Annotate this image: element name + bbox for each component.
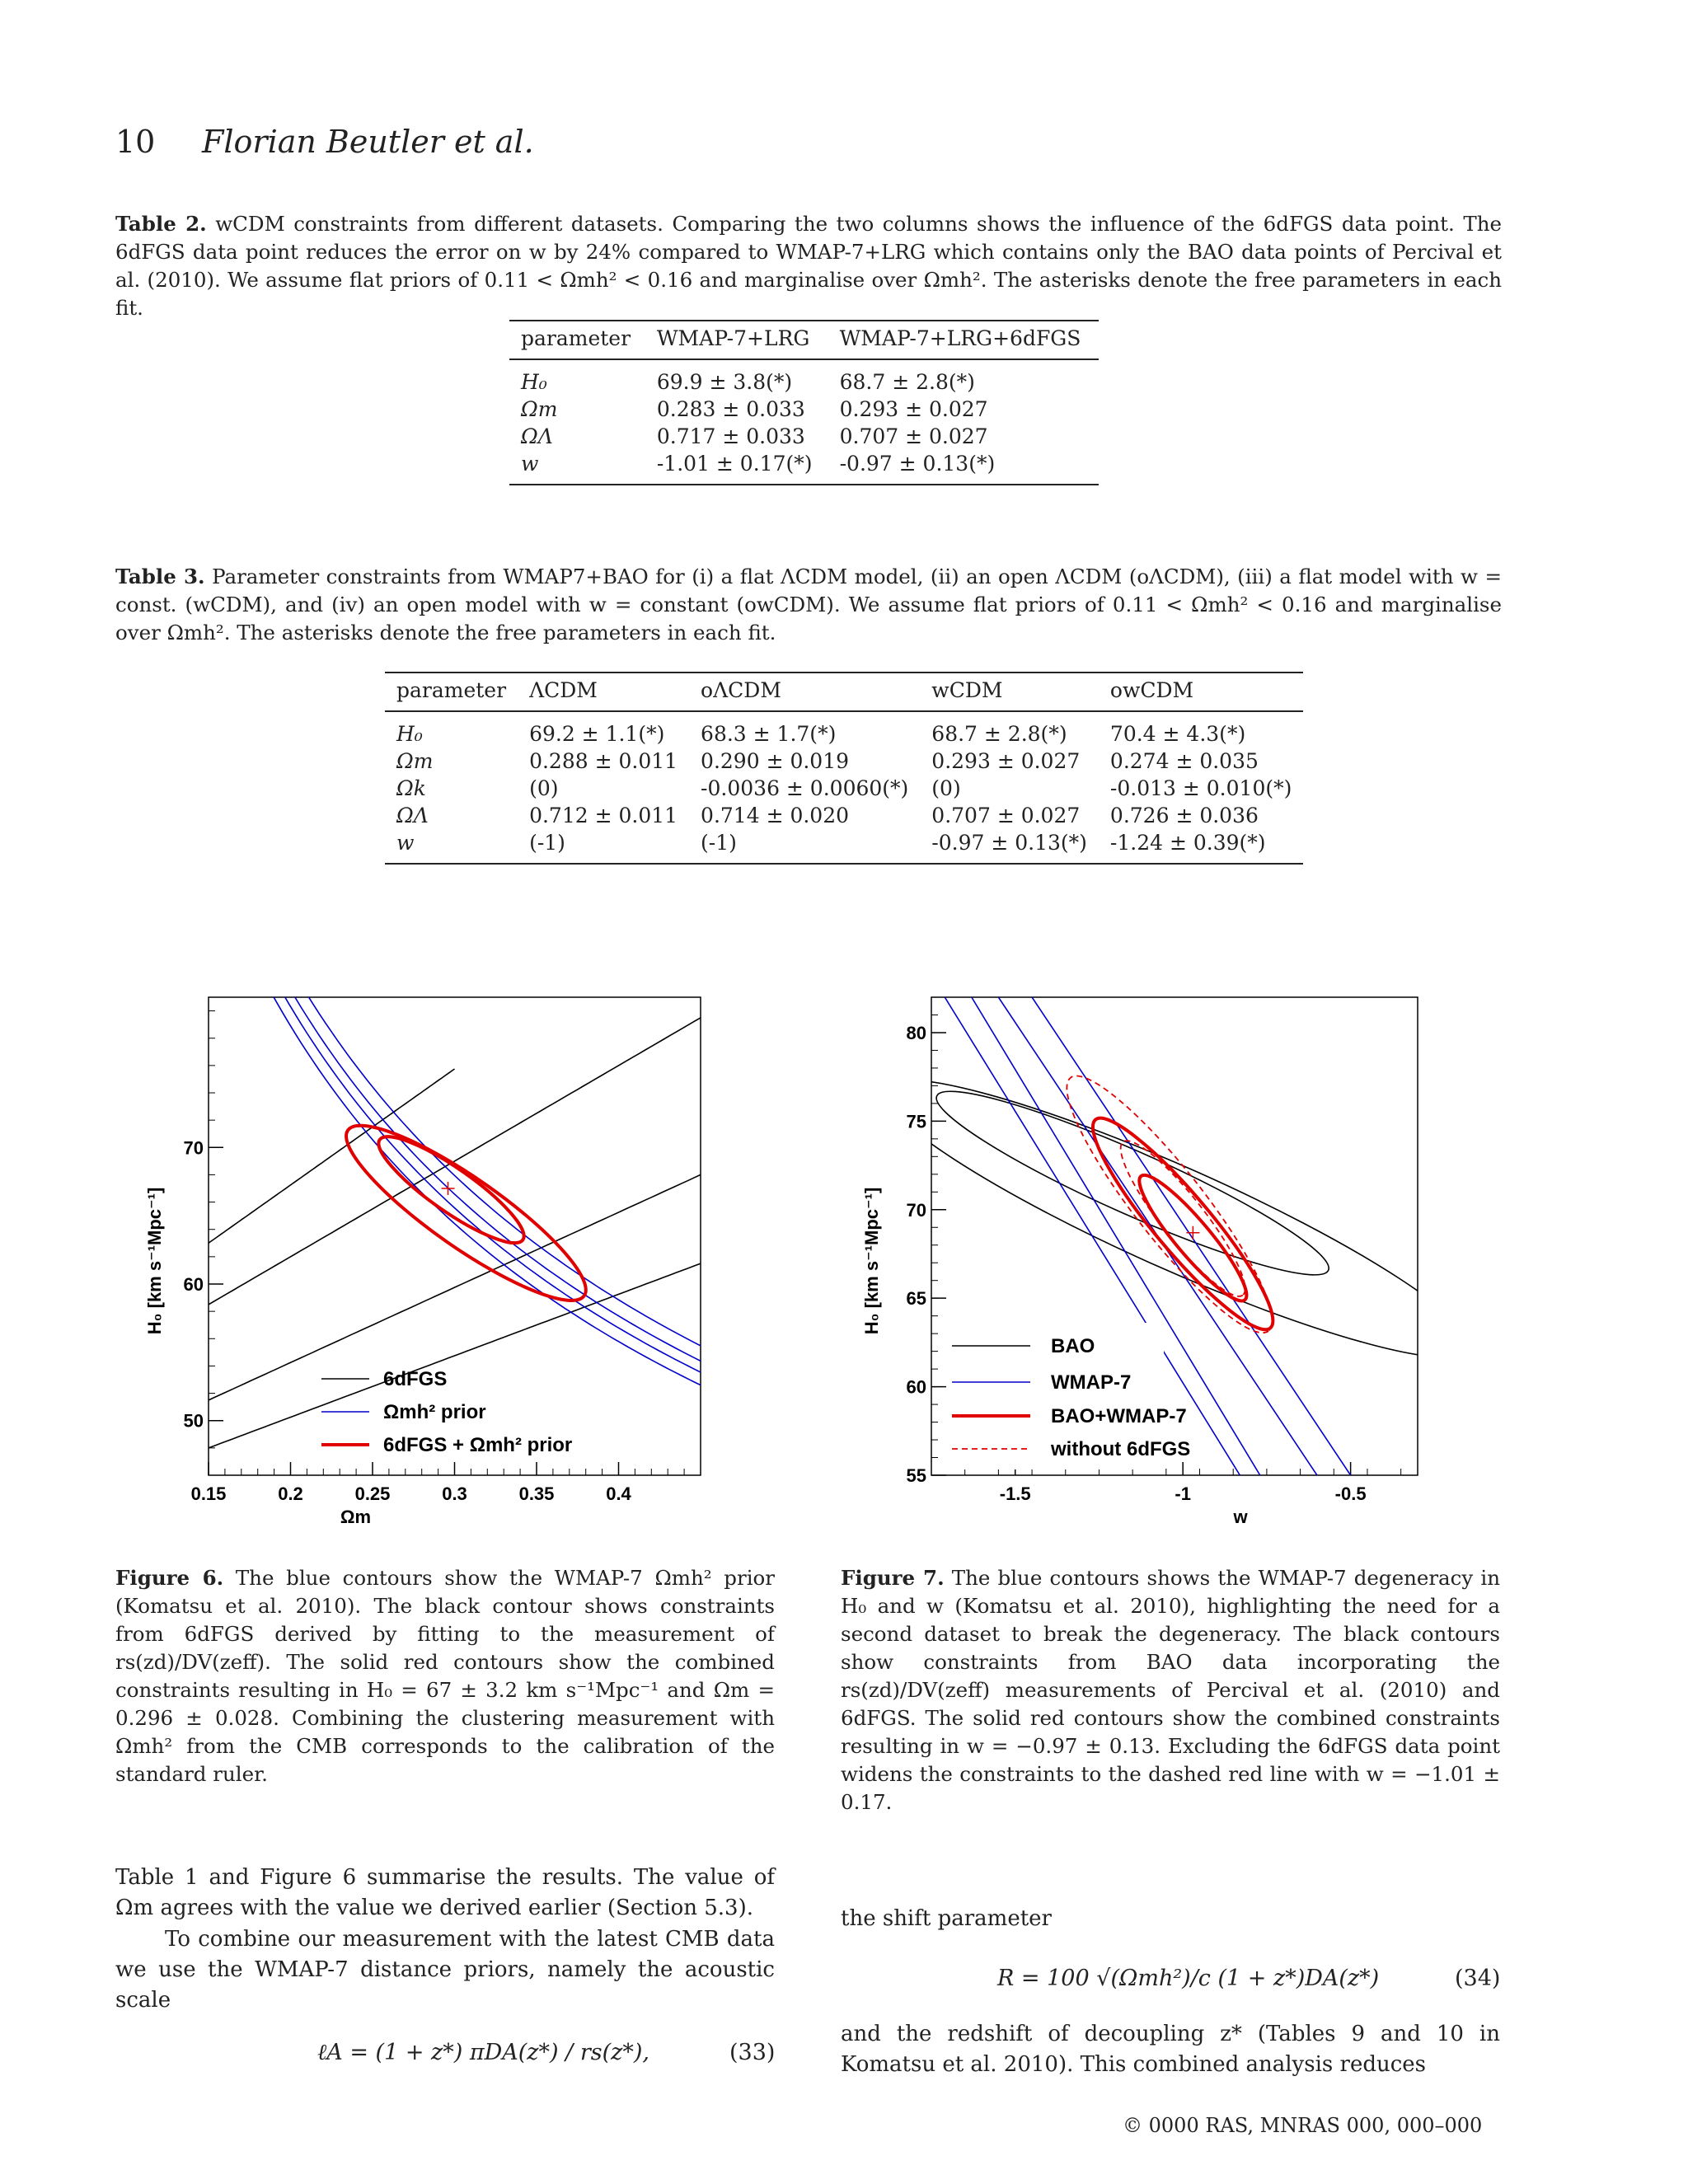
without-6dfgs-contour-1sigma <box>1106 1129 1259 1309</box>
table2-caption <box>115 210 1502 322</box>
table-cell: w <box>521 452 539 476</box>
table-row <box>385 802 1303 829</box>
table-cell: (0) <box>931 776 961 800</box>
table-cell: (-1) <box>701 831 737 855</box>
omh2-prior-contour <box>209 985 701 1385</box>
table-cell: 69.9 ± 3.8(*) <box>656 370 793 394</box>
figure7-chart <box>857 985 1434 1537</box>
table-row <box>509 359 1099 396</box>
column-header: ΛCDM <box>529 678 598 702</box>
equation-33-number: (33) <box>729 2040 776 2065</box>
y-axis-label: H₀ [km s⁻¹Mpc⁻¹] <box>144 1187 165 1335</box>
table-cell: 0.712 ± 0.011 <box>529 804 678 827</box>
table-cell: 0.274 ± 0.035 <box>1109 749 1259 773</box>
column-header: oΛCDM <box>701 678 781 702</box>
column-header: wCDM <box>931 678 1003 702</box>
column-header: owCDM <box>1109 678 1194 702</box>
y-axis-label: H₀ [km s⁻¹Mpc⁻¹] <box>861 1187 882 1335</box>
table-cell: Ωm <box>396 749 434 773</box>
figure7-caption-label: Figure 7. <box>841 1566 945 1590</box>
page-number: 10 <box>115 124 156 160</box>
figure6-chart <box>140 985 717 1537</box>
y-tick-label: 60 <box>906 1376 926 1398</box>
table-cell: 69.2 ± 1.1(*) <box>529 722 665 746</box>
6dfgs-contour-line <box>209 1018 701 1305</box>
copyright-footer: © 0000 RAS, MNRAS 000, 000–000 <box>1123 2114 1483 2137</box>
table-cell: (-1) <box>529 831 565 855</box>
table-cell: Ωm <box>521 397 558 421</box>
table-cell: 70.4 ± 4.3(*) <box>1109 722 1246 746</box>
figure7-caption <box>841 1564 1500 1816</box>
running-header-authors: Florian Beutler et al. <box>202 124 534 160</box>
table-cell: H₀ <box>521 370 547 394</box>
equation-33: ℓA = (1 + z*) πDA(z*) / rs(z*), <box>317 2040 649 2065</box>
table3-caption <box>115 563 1502 647</box>
table-cell: 0.283 ± 0.033 <box>656 397 805 421</box>
figure6-caption-text: The blue contours show the WMAP-7 Ωmh² prior (Komatsu et al. 2010). The black contour shows constraints from 6dFGS derived by fitting to the measurement of rs(zd)/DV(zeff). The solid red contours show the combined constraints resulting in H₀ = 67 ± 3.2 km s⁻¹Mpc⁻¹ and Ωm = 0.296 ± 0.028. Combining the clustering measurement with Ωmh² from the CMB corresponds to the calibration of the standard ruler. <box>115 1566 775 1786</box>
table-cell: (0) <box>529 776 559 800</box>
column-header: WMAP-7+LRG+6dFGS <box>839 326 1081 350</box>
table-cell: 68.7 ± 2.8(*) <box>839 370 975 394</box>
table-row <box>385 775 1303 802</box>
table3-caption-label: Table 3. <box>115 565 205 588</box>
x-tick-label: -1.5 <box>999 1483 1031 1504</box>
table-cell: -1.01 ± 0.17(*) <box>656 452 813 476</box>
table-cell: 68.7 ± 2.8(*) <box>931 722 1067 746</box>
y-tick-label: 55 <box>906 1465 926 1486</box>
legend-label: Ωmh² prior <box>383 1401 486 1423</box>
table-header-row <box>509 321 1099 359</box>
table-row <box>385 711 1303 748</box>
column-header: WMAP-7+LRG <box>656 326 810 350</box>
table3-caption-text: Parameter constraints from WMAP7+BAO for (i) a flat ΛCDM model, (ii) an open ΛCDM (oΛCDM), (iii) a flat model with w = const. (wCDM), and (iv) an open model with w = constant (owCDM). We assume flat priors of 0.11 < Ωmh² < 0.16 and marginalise over Ωmh². The asterisks denote the free parameters in each fit. <box>115 565 1502 644</box>
equation-34-number: (34) <box>1455 1966 1501 1991</box>
combined-contour-1sigma <box>368 1122 535 1258</box>
table-cell: ΩΛ <box>396 804 429 827</box>
plot-area <box>209 985 701 1448</box>
x-tick-label: 0.25 <box>354 1483 391 1504</box>
column-header: parameter <box>521 326 631 350</box>
y-tick-label: 60 <box>183 1274 204 1295</box>
legend-label: 6dFGS + Ωmh² prior <box>383 1434 573 1456</box>
table-cell: 68.3 ± 1.7(*) <box>701 722 837 746</box>
y-tick-label: 70 <box>183 1137 204 1159</box>
x-tick-label: -0.5 <box>1334 1483 1367 1504</box>
y-tick-label: 80 <box>906 1022 926 1043</box>
table-cell: -0.97 ± 0.13(*) <box>931 831 1087 855</box>
table-row <box>385 748 1303 775</box>
figure6-caption <box>115 1564 775 1788</box>
x-tick-label: 0.2 <box>278 1483 303 1504</box>
x-tick-label: 0.3 <box>442 1483 467 1504</box>
legend-label: WMAP-7 <box>1051 1371 1132 1394</box>
table2 <box>509 320 1099 485</box>
legend-label: 6dFGS <box>383 1368 448 1390</box>
table-cell: -0.97 ± 0.13(*) <box>839 452 996 476</box>
x-tick-label: -1 <box>1175 1483 1191 1504</box>
table-cell: 0.288 ± 0.011 <box>529 749 678 773</box>
table-cell: w <box>396 831 415 855</box>
body-paragraph: Table 1 and Figure 6 summarise the results. The value of Ωm agrees with the value we derived earlier (Section 5.3). <box>115 1865 775 1920</box>
table-cell: 0.726 ± 0.036 <box>1109 804 1259 827</box>
table-cell: 0.707 ± 0.027 <box>839 424 988 448</box>
x-tick-label: 0.35 <box>518 1483 555 1504</box>
table-cell: 0.707 ± 0.027 <box>931 804 1081 827</box>
body-paragraph: the shift parameter <box>841 1906 1052 1931</box>
x-tick-label: 0.15 <box>190 1483 227 1504</box>
table-cell: -0.013 ± 0.010(*) <box>1109 776 1292 800</box>
legend-label: without 6dFGS <box>1051 1438 1191 1460</box>
omh2-prior-contour <box>209 985 701 1372</box>
equation-34: R = 100 √(Ωmh²)/c (1 + z*)DA(z*) <box>997 1966 1380 1991</box>
table-cell: 0.290 ± 0.019 <box>701 749 850 773</box>
x-axis-label: w <box>1233 1507 1248 1527</box>
table-cell: ΩΛ <box>521 424 553 448</box>
table-row <box>509 423 1099 450</box>
figure7-caption-text: The blue contours shows the WMAP-7 degeneracy in H₀ and w (Komatsu et al. 2010), highlighting the need for a second dataset to break the degeneracy. The black contours show constraints from BAO data incorporating the rs(zd)/DV(zeff) measurements of Percival et al. (2010) and 6dFGS. The solid red contours show the combined constraints resulting in w = −0.97 ± 0.13. Excluding the 6dFGS data point widens the constraints to the dashed red line with w = −1.01 ± 0.17. <box>841 1566 1500 1814</box>
legend-label: BAO+WMAP-7 <box>1051 1405 1187 1427</box>
table-row <box>509 396 1099 423</box>
x-axis-label: Ωm <box>340 1507 372 1527</box>
best-fit-marker <box>1186 1226 1199 1240</box>
table-cell: H₀ <box>396 722 423 746</box>
table-row <box>385 829 1303 864</box>
table-header-row <box>385 673 1303 711</box>
table2-caption-label: Table 2. <box>115 212 207 236</box>
table-row <box>509 450 1099 485</box>
table-cell: -0.0036 ± 0.0060(*) <box>701 776 909 800</box>
figure6-caption-label: Figure 6. <box>115 1566 224 1590</box>
y-tick-label: 65 <box>906 1288 926 1310</box>
column-header: parameter <box>396 678 507 702</box>
table-cell: -1.24 ± 0.39(*) <box>1109 831 1266 855</box>
y-tick-label: 70 <box>906 1199 926 1221</box>
y-tick-label: 75 <box>906 1111 926 1132</box>
legend-label: BAO <box>1051 1335 1095 1357</box>
table-cell: 0.717 ± 0.033 <box>656 424 805 448</box>
table-cell: 0.293 ± 0.027 <box>839 397 988 421</box>
body-paragraph: To combine our measurement with the latest CMB data we use the WMAP-7 distance priors, namely the acoustic scale <box>115 1927 775 2013</box>
table-cell: Ωk <box>396 776 426 800</box>
table-cell: 0.293 ± 0.027 <box>931 749 1081 773</box>
body-paragraph: and the redshift of decoupling z* (Tables 9 and 10 in Komatsu et al. 2010). This combined analysis reduces <box>841 2022 1500 2077</box>
table-cell: 0.714 ± 0.020 <box>701 804 850 827</box>
x-tick-label: 0.4 <box>606 1483 631 1504</box>
table3 <box>385 672 1303 865</box>
6dfgs-contour-line <box>209 1069 455 1243</box>
y-tick-label: 50 <box>183 1410 204 1432</box>
table2-caption-text: wCDM constraints from different datasets. Comparing the two columns shows the influence of the 6dFGS data point. The 6dFGS data point reduces the error on w by 24% compared to WMAP-7+LRG which contains only the BAO data points of Percival et al. (2010). We assume flat priors of 0.11 < Ωmh² < 0.16 and marginalise over Ωmh². The asterisks denote the free parameters in each fit. <box>115 212 1502 320</box>
